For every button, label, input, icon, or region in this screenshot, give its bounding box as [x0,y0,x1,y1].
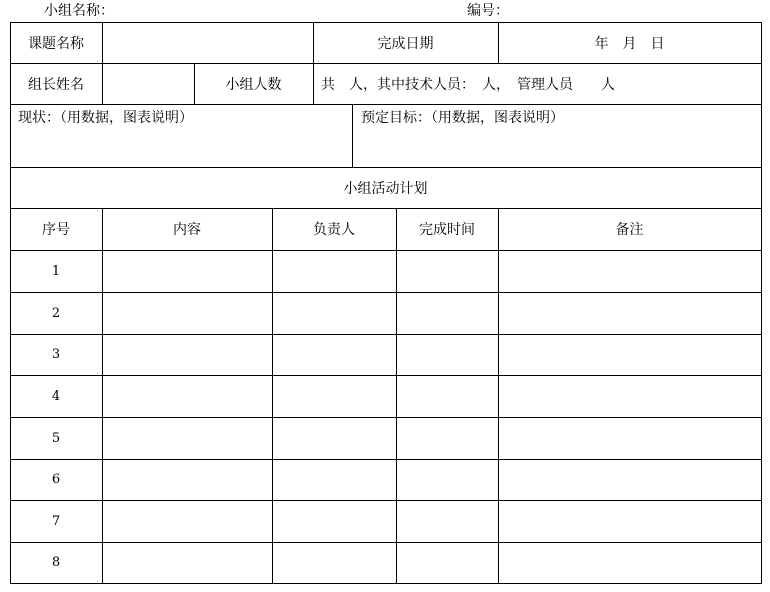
col-header-responsible: 负责人 [313,222,355,238]
table-rule-horizontal [10,542,762,543]
table-rule-horizontal [10,334,762,335]
table-row-number: 3 [51,347,61,362]
table-row-number: 7 [51,513,61,529]
table-rule-vertical [498,208,499,584]
table-rule-vertical [396,208,397,584]
number-label: 编号： [467,3,509,19]
col-header-number: 序号 [42,222,70,238]
table-rule-vertical [102,208,103,584]
table-rule-horizontal [10,375,762,376]
col-header-content: 内容 [173,222,201,238]
completion-date-label: 完成日期 [377,35,434,52]
table-rule-horizontal [10,417,762,418]
table-rule-horizontal [10,459,762,460]
table-row-number: 6 [51,472,61,487]
activity-plan-title: 小组活动计划 [343,180,428,197]
group-name-label: 小组名称： [44,3,114,19]
table-row-number: 5 [51,430,61,446]
table-row-number: 2 [51,305,61,321]
completion-date-field[interactable]: 年 月 日 [594,35,665,52]
table-rule-horizontal [10,250,762,251]
col-header-remarks: 备注 [615,222,644,238]
member-count-label: 小组人数 [225,76,282,93]
table-row-number: 8 [51,555,61,570]
table-rule-vertical [272,208,273,584]
table-rule-vertical [352,104,353,168]
leader-name-label: 组长姓名 [28,76,84,93]
leader-name-field[interactable] [102,63,194,104]
table-rule-horizontal [10,104,762,105]
current-status-label: 现状：（用数据，图表说明） [18,110,193,126]
member-count-field[interactable]: 共 人，其中技术人员： 人， 管理人员 人 [321,76,615,93]
table-rule-horizontal [10,500,762,501]
table-row-number: 4 [51,388,61,404]
table-rule-horizontal [10,292,762,293]
table-rule-vertical [313,63,314,105]
table-border-bottom [10,583,762,584]
topic-name-field[interactable] [102,22,313,63]
col-header-completion-time: 完成时间 [419,222,475,238]
table-row-number: 1 [51,263,61,279]
topic-name-label: 课题名称 [28,35,84,52]
target-goal-label: 预定目标：（用数据，图表说明） [361,110,564,126]
